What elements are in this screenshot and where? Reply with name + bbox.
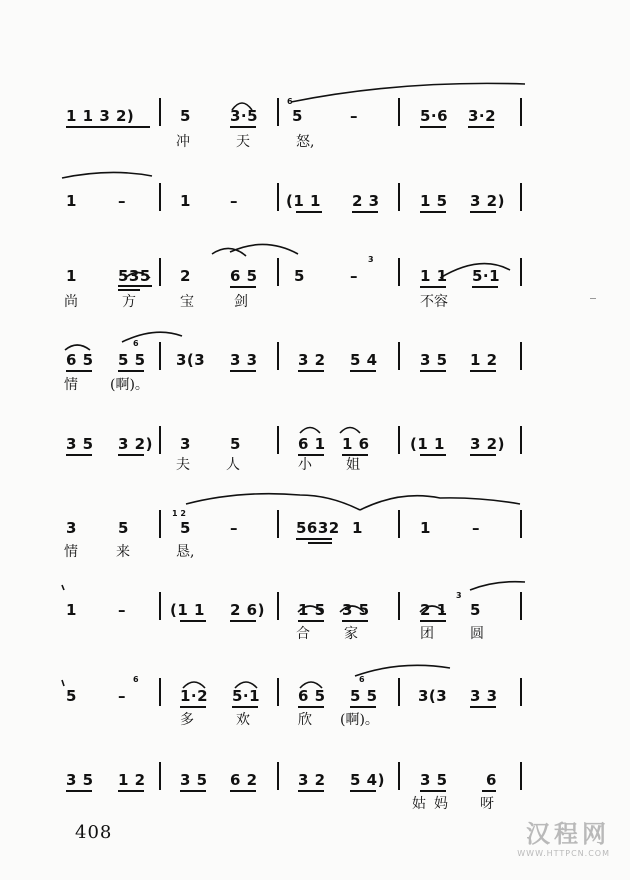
underline xyxy=(66,126,150,128)
bar-line xyxy=(520,762,522,790)
underline xyxy=(118,289,140,291)
note-group: 1 6 xyxy=(342,435,370,453)
note-group: 1 2 xyxy=(118,771,146,789)
underline xyxy=(118,370,144,372)
underline xyxy=(230,620,256,622)
underline xyxy=(350,706,376,708)
note-group: 3 5 xyxy=(342,601,370,619)
dash: – xyxy=(118,687,126,705)
note-group: 3 5 xyxy=(420,351,448,369)
note-group: (1 1 xyxy=(410,435,445,453)
note-group: 3 2) xyxy=(470,435,505,453)
bar-line xyxy=(159,183,161,211)
bar-line xyxy=(277,258,279,286)
underline xyxy=(298,706,324,708)
dash: – xyxy=(230,192,238,210)
lyric: 天 xyxy=(236,134,250,150)
lyric: 小 xyxy=(298,457,312,473)
bar-line xyxy=(159,762,161,790)
underline xyxy=(342,454,368,456)
underline xyxy=(230,790,256,792)
lyric: 妈 xyxy=(434,796,448,812)
underline xyxy=(298,370,324,372)
bar-line xyxy=(520,98,522,126)
underline xyxy=(350,370,376,372)
note-group: 2 3 xyxy=(352,192,380,210)
bar-line xyxy=(277,592,279,620)
bar-line xyxy=(520,183,522,211)
note-group: 1 2 xyxy=(470,351,498,369)
bar-line xyxy=(520,258,522,286)
underline xyxy=(118,790,144,792)
underline xyxy=(420,126,446,128)
note-group: 6 2 xyxy=(230,771,258,789)
underline xyxy=(470,370,496,372)
note-group: 5 4 xyxy=(350,351,378,369)
underline xyxy=(298,454,324,456)
note: 1 xyxy=(180,192,191,210)
dash: – xyxy=(118,192,126,210)
bar-line xyxy=(398,762,400,790)
note: 5 xyxy=(118,519,129,537)
note-group: 1·2 xyxy=(180,687,209,705)
underline xyxy=(308,542,332,544)
note-group: 3 3 xyxy=(230,351,258,369)
underline xyxy=(298,790,324,792)
note-group: 5·1 xyxy=(472,267,501,285)
bar-line xyxy=(520,592,522,620)
lyric: 冲 xyxy=(176,134,190,150)
note: 1 xyxy=(66,192,77,210)
bar-line xyxy=(277,183,279,211)
underline xyxy=(118,454,144,456)
underline xyxy=(352,211,378,213)
bar-line xyxy=(520,342,522,370)
lyric: 宝 xyxy=(180,294,194,310)
note: 5 xyxy=(294,267,305,285)
underline xyxy=(420,790,446,792)
lyric: 人 xyxy=(226,457,240,473)
note-group: 1 5 xyxy=(298,601,326,619)
note-group: 6 5 xyxy=(298,687,326,705)
underline xyxy=(420,211,446,213)
lyric: 不容 xyxy=(420,294,448,310)
lyric: 剑 xyxy=(234,294,248,310)
lyric: 合 xyxy=(296,626,310,642)
underline xyxy=(470,706,496,708)
lyric: 怒, xyxy=(296,134,315,150)
note-group: 2 1 xyxy=(420,601,448,619)
underline xyxy=(180,706,206,708)
note-group: 3 2 xyxy=(298,771,326,789)
underline xyxy=(350,790,376,792)
watermark-url: WWW.HTTPCN.COM xyxy=(517,849,610,858)
underline xyxy=(230,126,256,128)
underline xyxy=(66,370,92,372)
grace-note: 6 xyxy=(287,97,293,106)
grace-note: 3 xyxy=(456,591,462,600)
note-group: 3·5 xyxy=(230,107,259,125)
bar-line xyxy=(159,426,161,454)
note: 5 xyxy=(470,601,481,619)
grace-note: 6 xyxy=(359,675,365,684)
lyric: 方 xyxy=(122,294,136,310)
note: 2 xyxy=(180,267,191,285)
note: 1 xyxy=(420,519,431,537)
note-group: 3 5 xyxy=(66,435,94,453)
underline xyxy=(118,285,152,287)
bar-line xyxy=(277,342,279,370)
note-group: (1 1 xyxy=(286,192,321,210)
dash: – xyxy=(350,107,358,125)
underline xyxy=(420,286,446,288)
lyric: 来 xyxy=(116,544,130,560)
lyric: 呀 xyxy=(480,796,494,812)
underline xyxy=(420,370,446,372)
note-group: 2 6) xyxy=(230,601,265,619)
note-group: 5632 xyxy=(296,519,340,537)
bar-line xyxy=(398,592,400,620)
underline xyxy=(180,790,206,792)
bar-line xyxy=(398,510,400,538)
note-group: 5·1 xyxy=(232,687,261,705)
lyric: 情 xyxy=(64,377,78,393)
underline xyxy=(470,211,496,213)
underline xyxy=(296,211,322,213)
lyric: 恳, xyxy=(176,544,195,560)
note-group: 5·6 xyxy=(420,107,449,125)
note-group: 6 5 xyxy=(230,267,258,285)
underline xyxy=(296,538,332,540)
note: 1 xyxy=(352,519,363,537)
dash: – xyxy=(230,519,238,537)
lyric: 情 xyxy=(64,544,78,560)
bar-line xyxy=(398,98,400,126)
bar-line xyxy=(277,426,279,454)
note: 5 xyxy=(66,687,77,705)
note-group: 1 1 xyxy=(420,267,448,285)
underline xyxy=(66,454,92,456)
bar-line xyxy=(159,678,161,706)
note-group: 3 2) xyxy=(470,192,505,210)
underline xyxy=(232,706,258,708)
underline xyxy=(342,620,368,622)
bar-line xyxy=(520,510,522,538)
note: 3 xyxy=(180,435,191,453)
bar-line xyxy=(277,510,279,538)
dash: – xyxy=(350,267,358,285)
lyric: 姑 xyxy=(412,796,426,812)
bar-line xyxy=(520,678,522,706)
note-group: 5 5 xyxy=(118,351,146,369)
underline xyxy=(66,790,92,792)
note-group: 3 3 xyxy=(470,687,498,705)
lyric: 家 xyxy=(344,626,358,642)
bar-line xyxy=(277,678,279,706)
lyric: 姐 xyxy=(346,457,360,473)
note: 1 xyxy=(66,267,77,285)
watermark xyxy=(517,814,610,858)
underline xyxy=(472,286,498,288)
bar-line xyxy=(398,183,400,211)
lyric: 圆 xyxy=(470,626,484,642)
note-group: 3(3 xyxy=(418,687,448,705)
note: 5 xyxy=(180,519,191,537)
lyric: 欢 xyxy=(236,712,250,728)
bar-line xyxy=(398,342,400,370)
underline xyxy=(420,454,446,456)
note-group: 5 4) xyxy=(350,771,385,789)
lyric: (啊)。 xyxy=(340,712,379,728)
note-group: 3 5 xyxy=(66,771,94,789)
lyric: 欣 xyxy=(298,712,312,728)
note-group: 5 5 xyxy=(350,687,378,705)
note-group: 535 xyxy=(118,267,151,285)
note-group: 6 5 xyxy=(66,351,94,369)
note-group: (1 1 xyxy=(170,601,205,619)
underline xyxy=(180,620,206,622)
underline xyxy=(420,620,446,622)
note-group: 1 1 3 2) xyxy=(66,107,135,125)
lyric: 团 xyxy=(420,626,434,642)
bar-line xyxy=(398,258,400,286)
underline xyxy=(298,620,324,622)
underline xyxy=(230,286,256,288)
underline xyxy=(230,370,256,372)
grace-note: 3 xyxy=(368,255,374,264)
bar-line xyxy=(159,342,161,370)
page-number: 408 xyxy=(75,822,113,843)
note: 1 xyxy=(66,601,77,619)
note: 3 xyxy=(66,519,77,537)
note-group: 3(3 xyxy=(176,351,206,369)
note: 5 xyxy=(292,107,303,125)
watermark-text: 汉程网 xyxy=(526,819,610,848)
dash: – xyxy=(118,601,126,619)
note-group: 1 5 xyxy=(420,192,448,210)
note-group: 3 2 xyxy=(298,351,326,369)
bar-line xyxy=(159,510,161,538)
underline xyxy=(470,454,496,456)
bar-line xyxy=(398,678,400,706)
bar-line xyxy=(520,426,522,454)
scan-mark xyxy=(590,298,596,299)
note-group: 6 1 xyxy=(298,435,326,453)
note: 5 xyxy=(180,107,191,125)
lyric: 尚 xyxy=(64,294,78,310)
note-group: 3 5 xyxy=(180,771,208,789)
note: 6 xyxy=(486,771,497,789)
note: 5 xyxy=(230,435,241,453)
underline xyxy=(482,790,496,792)
bar-line xyxy=(159,592,161,620)
lyric: (啊)。 xyxy=(110,377,149,393)
bar-line xyxy=(159,258,161,286)
grace-note: 6 xyxy=(133,339,139,348)
grace-note: 1 2 xyxy=(172,509,186,518)
bar-line xyxy=(277,98,279,126)
note-group: 3·2 xyxy=(468,107,497,125)
bar-line xyxy=(398,426,400,454)
grace-note: 6 xyxy=(133,675,139,684)
underline xyxy=(468,126,494,128)
note-group: 3 5 xyxy=(420,771,448,789)
bar-line xyxy=(159,98,161,126)
lyric: 夫 xyxy=(176,457,190,473)
bar-line xyxy=(277,762,279,790)
lyric: 多 xyxy=(180,712,194,728)
note-group: 3 2) xyxy=(118,435,153,453)
dash: – xyxy=(472,519,480,537)
